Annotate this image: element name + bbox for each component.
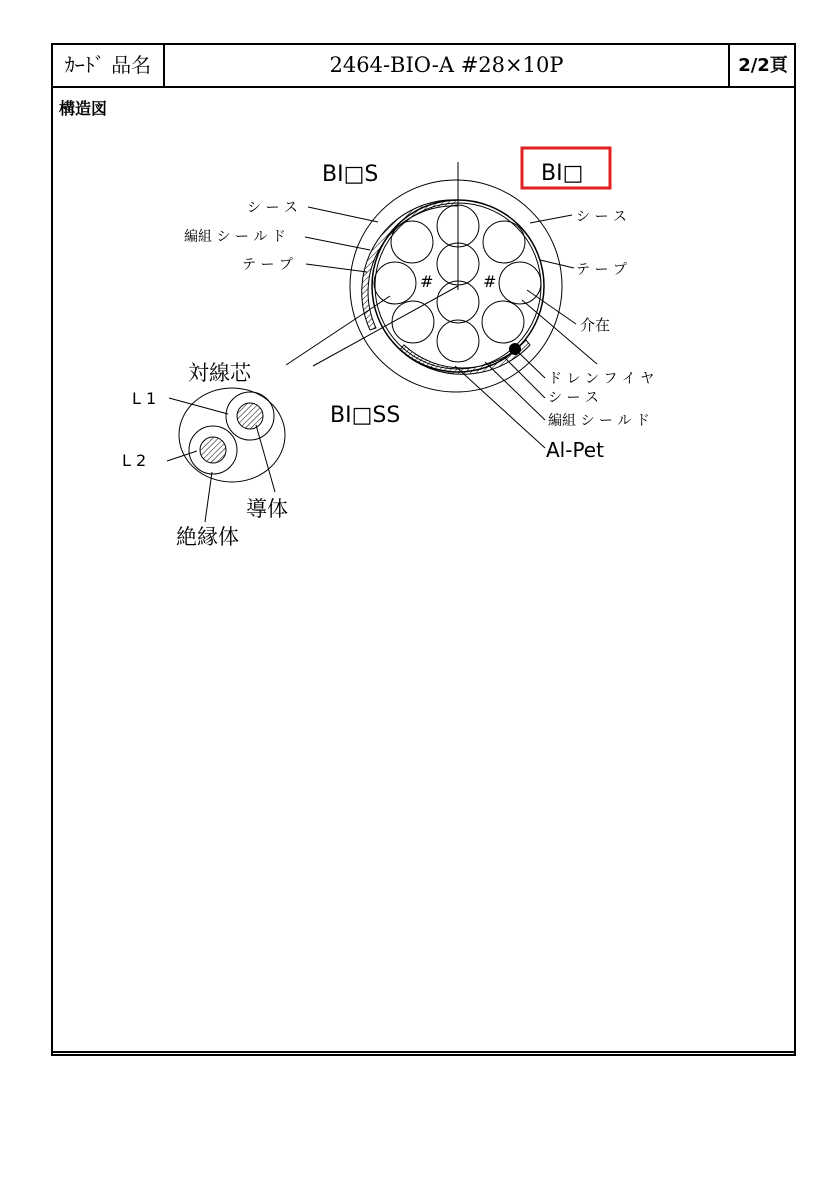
l2-conductor <box>200 437 226 463</box>
label-drain-wire: ド レ ン フ イ ヤ <box>548 371 655 387</box>
variant-bios: BI□S <box>322 162 379 187</box>
label-sheath-right: シ ー ス <box>576 209 627 225</box>
outer-sheath-circle <box>350 180 562 392</box>
section-title: 構造図 <box>59 99 108 118</box>
core <box>391 221 433 263</box>
label-tape-left: テ ー プ <box>242 257 293 273</box>
label-braid-left: 編組 シ ー ル ド <box>184 229 286 245</box>
page-number: 2/2頁 <box>728 45 796 86</box>
variant-bioss: BI□SS <box>330 403 401 428</box>
core-mark: # <box>420 272 434 291</box>
core <box>374 262 416 304</box>
label-filler: 介在 <box>580 316 611 334</box>
label-l1: L 1 <box>132 389 157 408</box>
l1-conductor <box>237 403 263 429</box>
label-l2: L 2 <box>122 451 147 470</box>
core <box>392 301 434 343</box>
label-conductor: 導体 <box>246 497 288 521</box>
label-braid-right: 編組 シ ー ル ド <box>548 413 650 429</box>
label-insulation: 絶縁体 <box>176 525 239 549</box>
label-twisted-pair: 対線芯 <box>188 361 251 385</box>
label-al-pet: Al-Pet <box>546 438 604 462</box>
core <box>437 320 479 362</box>
card-label: ｶｰﾄﾞ 品名 <box>53 45 165 86</box>
label-tape-right: テ ー プ <box>576 262 627 278</box>
core-mark: # <box>483 272 497 291</box>
core <box>483 221 525 263</box>
label-sheath-left: シ ー ス <box>247 200 298 216</box>
product-name: 2464-BIO-A #28×10P <box>329 53 564 77</box>
variant-bio: BI□ <box>541 161 584 186</box>
label-sheath-2: シ ー ス <box>548 390 599 406</box>
core <box>499 262 541 304</box>
core <box>482 301 524 343</box>
